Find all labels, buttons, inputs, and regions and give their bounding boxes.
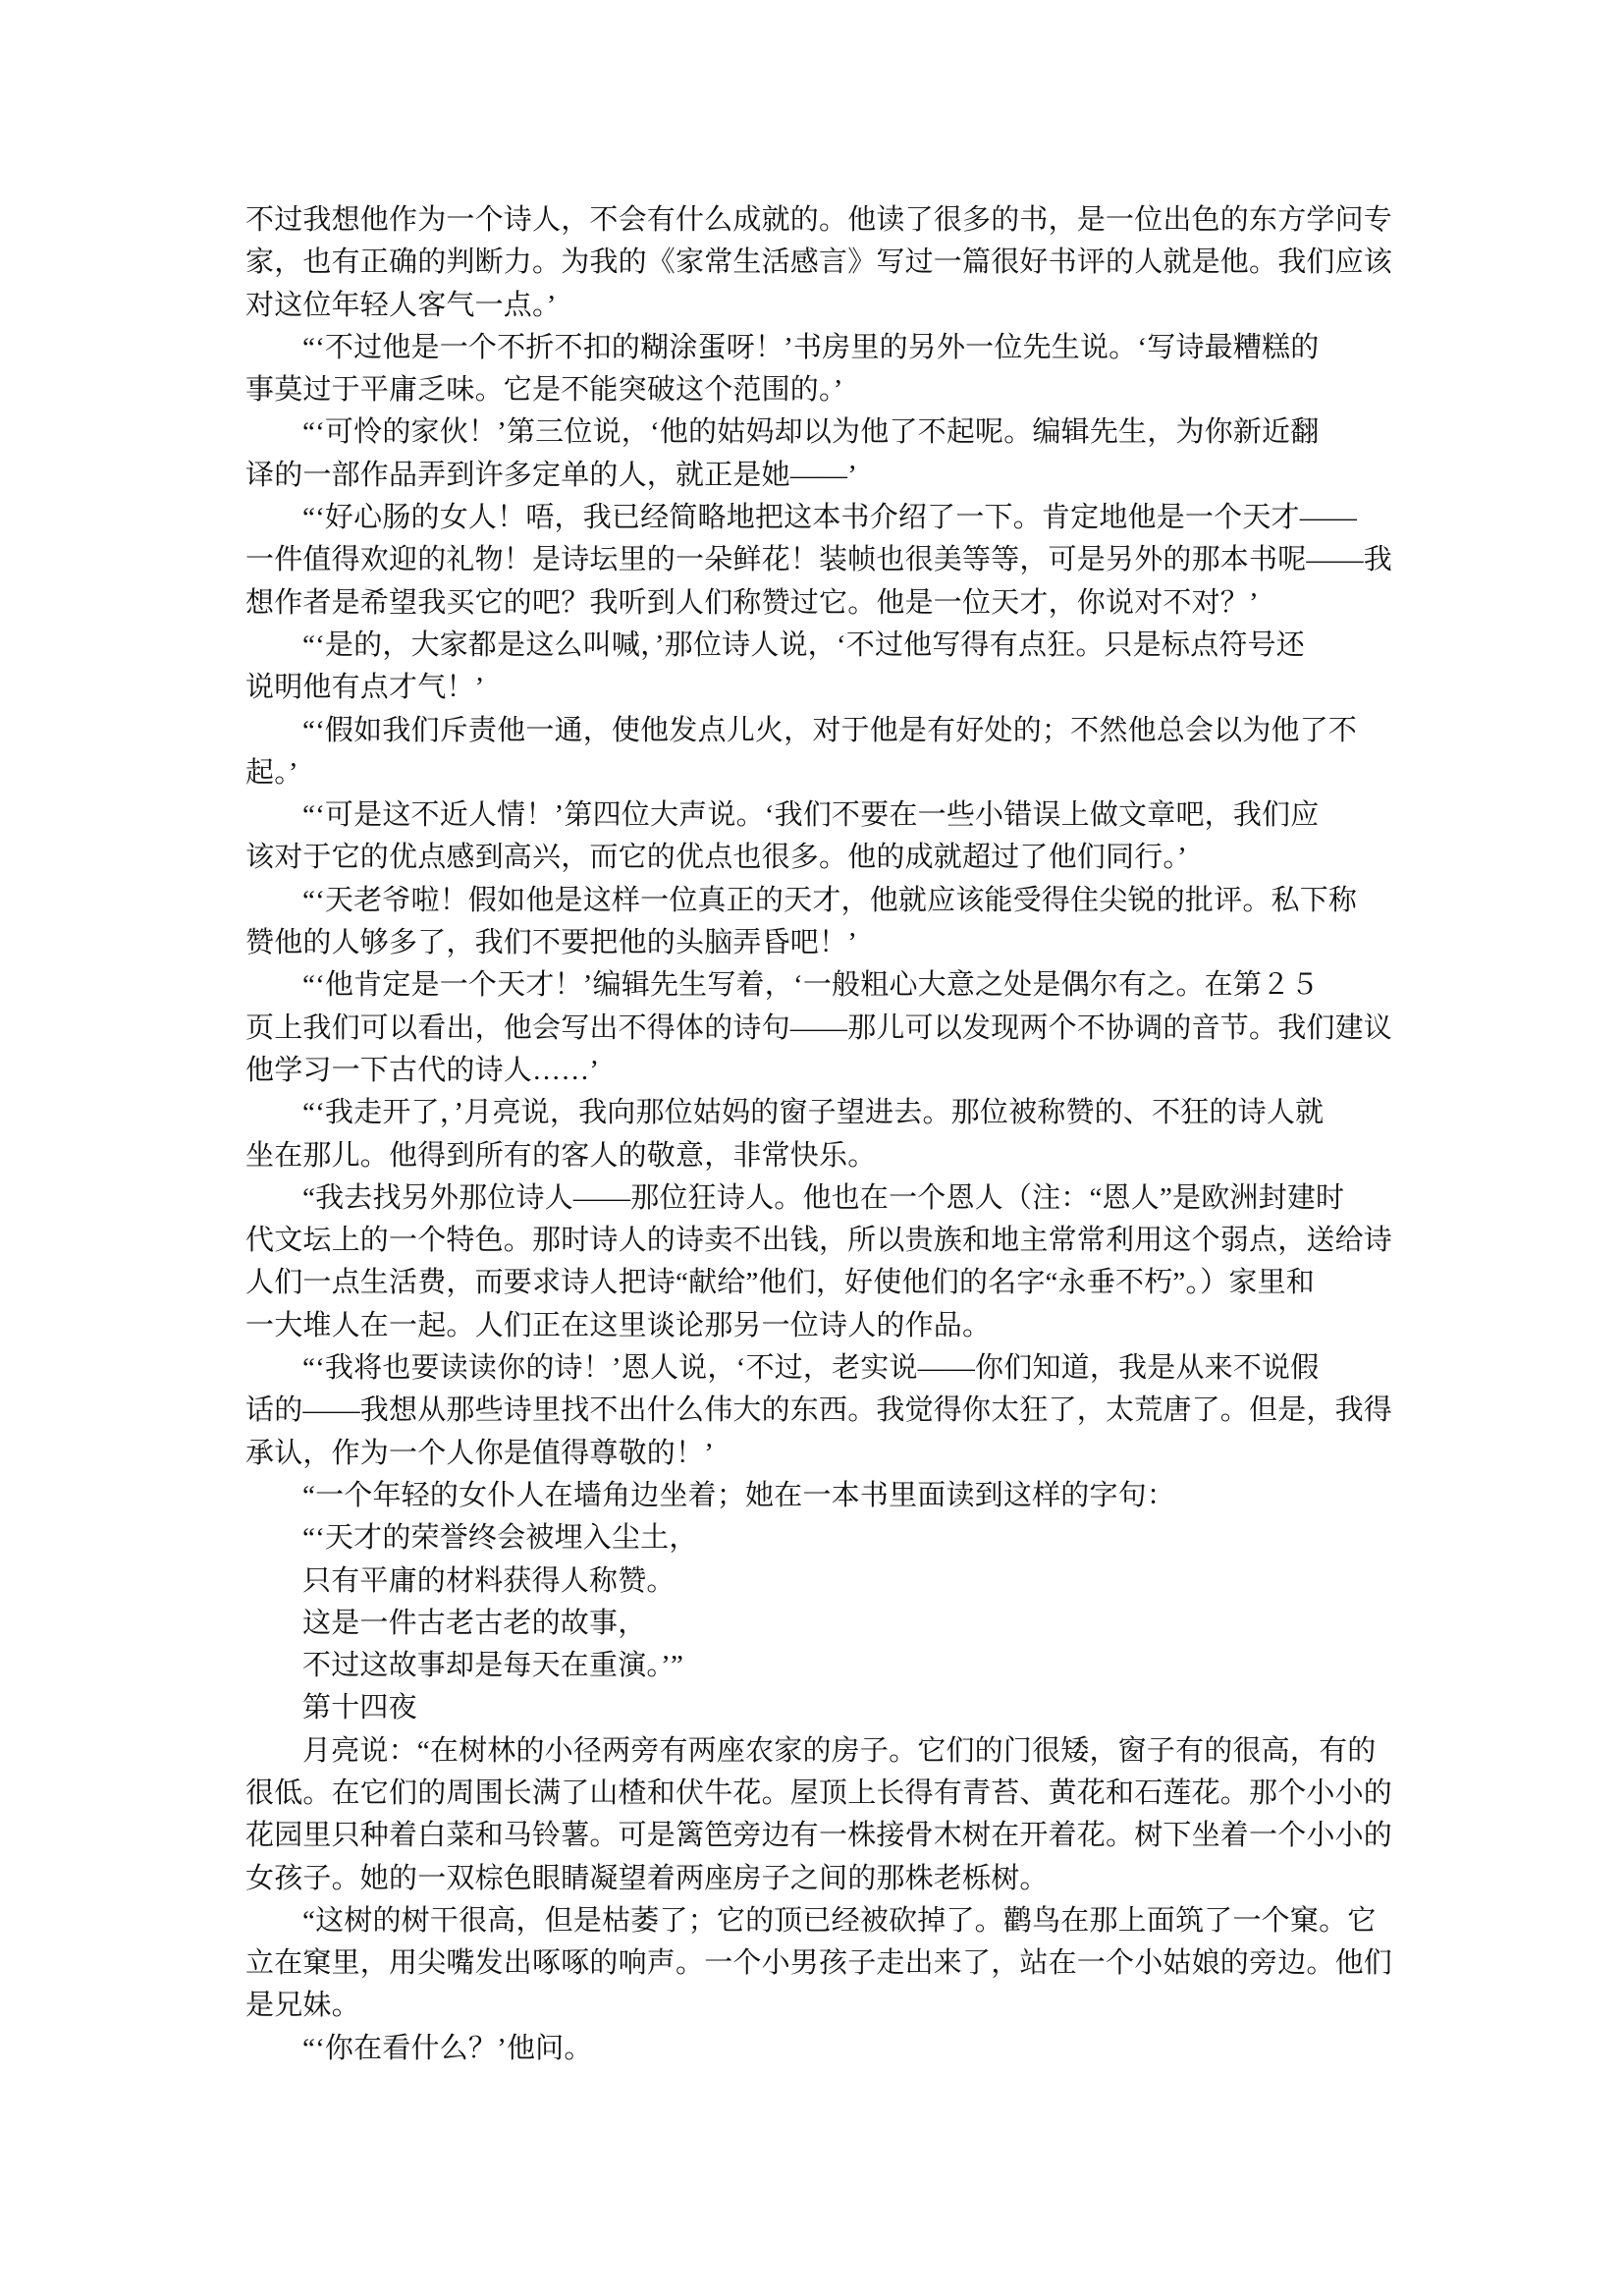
text-line: “‘不过他是一个不折不扣的糊涂蛋呀！’书房里的另外一位先生说。‘写诗最糟糕的: [302, 331, 1320, 363]
text-line: 代文坛上的一个特色。那时诗人的诗卖不出钱，所以贵族和地主常常利用这个弱点，送给诗: [245, 1225, 1393, 1257]
text-line: 这是一件古老古老的故事，: [302, 1607, 647, 1639]
text-line: “‘可是这不近人情！’第四位大声说。‘我们不要在一些小错误上做文章吧，我们应: [302, 799, 1320, 832]
text-line: 该对于它的优点感到高兴，而它的优点也很多。他的成就超过了他们同行。’: [245, 842, 1187, 874]
text-line: 一大堆人在一起。人们正在这里谈论那另一位诗人的作品。: [245, 1309, 992, 1341]
text-line: “‘是的，大家都是这么叫喊，’那位诗人说，‘不过他写得有点狂。只是标点符号还: [302, 629, 1305, 661]
text-line: “‘我走开了，’月亮说，我向那位姑妈的窗子望进去。那位被称赞的、不狂的诗人就: [302, 1097, 1325, 1129]
text-line: 对这位年轻人客气一点。’: [245, 289, 557, 321]
text-line: 花园里只种着白菜和马铃薯。可是篱笆旁边有一株接骨木树在开着花。树下坐着一个小小的: [245, 1820, 1393, 1852]
text-line: “一个年轻的女仆人在墙角边坐着；她在一本书里面读到这样的字句：: [302, 1479, 1176, 1511]
text-line: 页上我们可以看出，他会写出不得体的诗句——那儿可以发现两个不协调的音节。我们建议: [245, 1011, 1393, 1044]
text-line: “‘假如我们斥责他一通，使他发点儿火，对于他是有好处的；不然他总会以为他了不: [302, 714, 1358, 746]
text-line: “‘可怜的家伙！’第三位说，‘他的姑妈却以为他了不起呢。编辑先生，为你新近翻: [302, 416, 1320, 449]
text-line: 想作者是希望我买它的吧？我听到人们称赞过它。他是一位天才，你说对不对？’: [245, 586, 1259, 619]
text-line: 坐在那儿。他得到所有的客人的敬意，非常快乐。: [245, 1139, 877, 1172]
text-line: 第十四夜: [302, 1692, 417, 1724]
text-block: [245, 199, 1404, 2070]
text-line: 很低。在它们的周围长满了山楂和伏牛花。屋顶上长得有青苔、黄花和石莲花。那个小小的: [245, 1777, 1393, 1809]
text-line: 只有平庸的材料获得人称赞。: [302, 1564, 676, 1597]
text-line: “‘你在看什么？’他问。: [302, 2032, 593, 2064]
text-line: 不过我想他作为一个诗人，不会有什么成就的。他读了很多的书，是一位出色的东方学问专: [245, 204, 1393, 236]
text-line: 话的——我想从那些诗里找不出什么伟大的东西。我觉得你太狂了，太荒唐了。但是，我得: [245, 1394, 1393, 1427]
text-line: 说明他有点才气！’: [245, 672, 485, 704]
text-line: “这树的树干很高，但是枯萎了；它的顶已经被砍掉了。鹳鸟在那上面筑了一个窠。它: [302, 1904, 1377, 1937]
text-line: 他学习一下古代的诗人……’: [245, 1054, 600, 1086]
text-line: “‘他肯定是一个天才！’编辑先生写着，‘一般粗心大意之处是偶尔有之。在第２５: [302, 969, 1320, 1002]
text-line: 译的一部作品弄到许多定单的人，就正是她——’: [245, 459, 858, 491]
text-line: 赞他的人够多了，我们不要把他的头脑弄昏吧！’: [245, 927, 858, 959]
text-line: 不过这故事却是每天在重演。’”: [302, 1650, 684, 1682]
text-line: 一件值得欢迎的礼物！是诗坛里的一朵鲜花！装帧也很美等等，可是另外的那本书呢——我: [245, 544, 1393, 576]
text-line: “我去找另外那位诗人——那位狂诗人。他也在一个恩人（注：“恩人”是欧洲封建时: [302, 1181, 1345, 1214]
text-line: 承认，作为一个人你是值得尊敬的！’: [245, 1437, 715, 1469]
text-line: “‘好心肠的女人！唔，我已经简略地把这本书介绍了一下。肯定地他是一个天才——: [302, 502, 1358, 534]
text-line: 立在窠里，用尖嘴发出啄啄的响声。一个小男孩子走出来了，站在一个小姑娘的旁边。他们: [245, 1947, 1393, 1980]
text-line: 事莫过于平庸乏味。它是不能突破这个范围的。’: [245, 374, 843, 407]
text-line: 家，也有正确的判断力。为我的《家常生活感言》写过一篇很好书评的人就是他。我们应该: [245, 246, 1393, 279]
text-line: “‘天才的荣誉终会被埋入尘土，: [302, 1522, 698, 1555]
text-line: 人们一点生活费，而要求诗人把诗“献给”他们，好使他们的名字“永垂不朽”。）家里和: [245, 1267, 1315, 1299]
text-line: 起。’: [245, 756, 298, 789]
text-line: “‘天老爷啦！假如他是这样一位真正的天才，他就应该能受得住尖锐的批评。私下称: [302, 884, 1358, 916]
text-line: 女孩子。她的一双棕色眼睛凝望着两座房子之间的那株老栎树。: [245, 1862, 1049, 1894]
text-line: “‘我将也要读读你的诗！’恩人说，‘不过，老实说——你们知道，我是从来不说假: [302, 1352, 1320, 1385]
text-line: 是兄妹。: [245, 1990, 360, 2022]
text-line: 月亮说：“在树林的小径两旁有两座农家的房子。它们的门很矮，窗子有的很高，有的: [302, 1734, 1377, 1767]
